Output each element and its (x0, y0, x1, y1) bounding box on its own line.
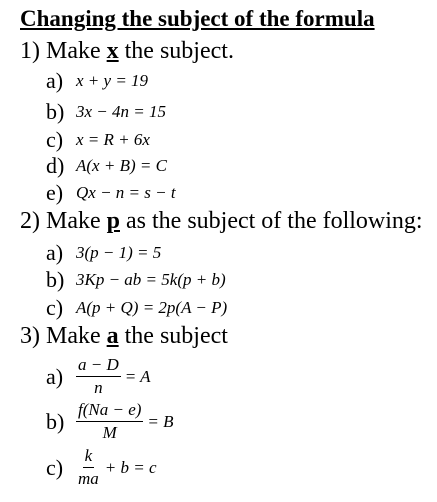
item-expression: A(x + B) = C (76, 156, 167, 175)
item-label: a) (46, 240, 64, 265)
question-3c (46, 446, 157, 489)
item-label: a) (46, 363, 64, 389)
item-expression: x + y = 19 (76, 71, 149, 90)
question-3b (46, 400, 174, 443)
fraction-denominator: M (102, 423, 117, 442)
question-1e (46, 180, 176, 206)
item-label: c) (46, 454, 64, 480)
item-label: d) (46, 153, 65, 178)
fraction (76, 355, 121, 398)
page-title: Changing the subject of the formula (20, 6, 375, 31)
section-3-prefix: 3) Make (20, 323, 107, 349)
item-expression: 3Kp − ab = 5k(p + b) (76, 270, 226, 289)
section-2-heading (20, 208, 423, 235)
item-expression-rest: = A (124, 366, 151, 386)
item-label: b) (46, 99, 65, 124)
question-1d (46, 153, 167, 179)
item-expression: A(p + Q) = 2p(A − P) (76, 298, 228, 317)
section-3-variable: a (106, 323, 119, 349)
fraction-numerator: a − D (76, 355, 121, 377)
fraction (76, 446, 101, 489)
section-3-suffix: the subject (118, 323, 228, 349)
item-expression: 3(p − 1) = 5 (76, 243, 162, 262)
question-3a (46, 355, 151, 398)
item-expression: Qx − n = s − t (76, 183, 176, 202)
item-label: c) (46, 127, 64, 152)
section-2-variable: p (106, 208, 120, 234)
question-1b (46, 99, 166, 125)
item-expression: x = R + 6x (76, 130, 150, 149)
item-expression-rest: = B (147, 411, 174, 431)
item-label: e) (46, 180, 64, 205)
section-3-heading (20, 323, 228, 350)
item-expression-rest: + b = c (104, 457, 157, 477)
item-label: b) (46, 267, 65, 292)
fraction-denominator: n (94, 378, 103, 397)
section-1-suffix: the subject. (118, 38, 234, 64)
item-label: b) (46, 408, 65, 434)
fraction (76, 400, 143, 443)
fraction-numerator: f(Na − e) (76, 400, 143, 422)
item-label: a) (46, 68, 64, 93)
question-1c (46, 127, 150, 153)
fraction-denominator: ma (78, 469, 99, 488)
item-label: c) (46, 295, 64, 320)
section-2-suffix: as the subject of the following: (120, 208, 423, 234)
question-2a (46, 240, 161, 266)
question-2c (46, 295, 227, 321)
item-expression: 3x − 4n = 15 (76, 102, 166, 121)
section-2-prefix: 2) Make (20, 208, 107, 234)
section-1-heading (20, 38, 234, 65)
question-2b (46, 267, 226, 293)
section-1-variable: x (106, 38, 119, 64)
section-1-prefix: 1) Make (20, 38, 107, 64)
question-1a (46, 68, 148, 94)
fraction-numerator: k (83, 446, 95, 468)
